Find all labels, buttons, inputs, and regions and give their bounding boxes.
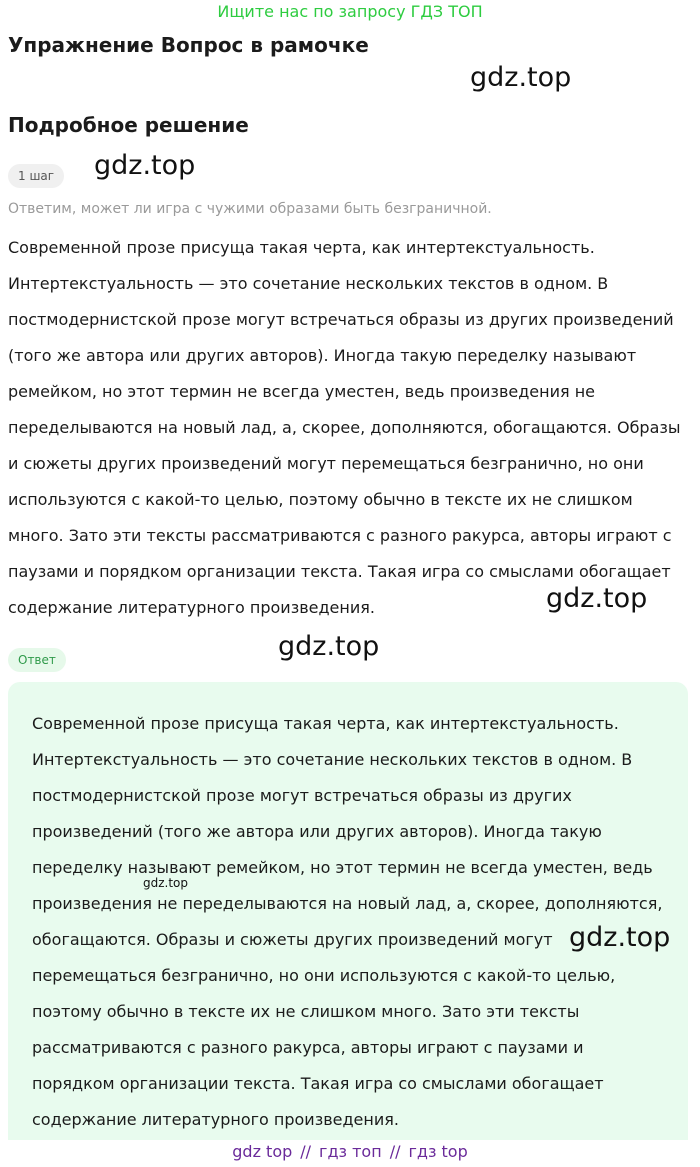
footer-link-gdz-top-ru[interactable]: гдз топ [319, 1142, 382, 1161]
exercise-title: Упражнение Вопрос в рамочке [8, 33, 369, 57]
step-hint: Ответим, может ли игра с чужими образами быть безграничной. [8, 201, 492, 217]
text-line: перемещаться безгранично, но они используются с какой-то целью, [32, 966, 616, 985]
watermark: gdz.top [278, 631, 380, 662]
text-line: переделку называют ремейком, но этот термин не всегда уместен, ведь [32, 858, 653, 877]
watermark: gdz.top [143, 876, 189, 890]
text-line: содержание литературного произведения. [8, 598, 375, 617]
watermark: gdz.top [569, 922, 671, 953]
solution-text [8, 230, 690, 626]
footer-link-gdz-top[interactable]: gdz top [232, 1142, 293, 1161]
footer-link-gdz-top-mixed[interactable]: гдз top [408, 1142, 468, 1161]
text-line: произведений (того же автора или других авторов). Иногда такую [32, 822, 602, 841]
text-line: Интертекстуальность — это сочетание нескольких текстов в одном. В [32, 750, 633, 769]
footer-links [0, 1140, 700, 1164]
text-line: поэтому обычно в тексте их не слишком много. Зато эти тексты [32, 1002, 580, 1021]
text-line: рассматриваются с разного ракурса, авторы играют с паузами и [32, 1038, 584, 1057]
text-line: Современной прозе присуща такая черта, как интертекстуальность. [8, 238, 595, 257]
watermark: gdz.top [546, 583, 648, 614]
answer-badge: Ответ [8, 648, 66, 672]
text-line: постмодернистской прозе могут встречаться образы из других произведений [8, 310, 674, 329]
text-line: много. Зато эти тексты рассматриваются с разного ракурса, авторы играют с [8, 526, 672, 545]
text-line: и сюжеты других произведений могут перемещаться безгранично, но они [8, 454, 644, 473]
text-line: переделываются на новый лад, а, скорее, дополняются, обогащаются. Образы [8, 418, 681, 437]
text-line: (того же автора или других авторов). Иногда такую переделку называют [8, 346, 637, 365]
text-line: Современной прозе присуща такая черта, как интертекстуальность. [32, 714, 619, 733]
text-line: ремейком, но этот термин не всегда уместен, ведь произведения не [8, 382, 595, 401]
text-line: используются с какой-то целью, поэтому обычно в тексте их не слишком [8, 490, 633, 509]
watermark: gdz.top [470, 62, 572, 93]
search-banner: Ищите нас по запросу ГДЗ ТОП [217, 2, 483, 21]
solution-title: Подробное решение [8, 113, 249, 137]
step-badge: 1 шаг [8, 164, 64, 188]
text-line: порядком организации текста. Такая игра со смыслами обогащает [32, 1074, 604, 1093]
watermark: gdz.top [94, 150, 196, 181]
text-line: обогащаются. Образы и сюжеты других произведений могут [32, 930, 553, 949]
text-line: паузами и порядком организации текста. Такая игра со смыслами обогащает [8, 562, 671, 581]
text-line: постмодернистской прозе могут встречаться образы из других [32, 786, 572, 805]
text-line: содержание литературного произведения. [32, 1110, 399, 1129]
text-line: Интертекстуальность — это сочетание нескольких текстов в одном. В [8, 274, 609, 293]
footer-separator: // [389, 1142, 401, 1161]
text-line: произведения не переделываются на новый лад, а, скорее, дополняются, [32, 894, 663, 913]
footer-separator: // [300, 1142, 312, 1161]
